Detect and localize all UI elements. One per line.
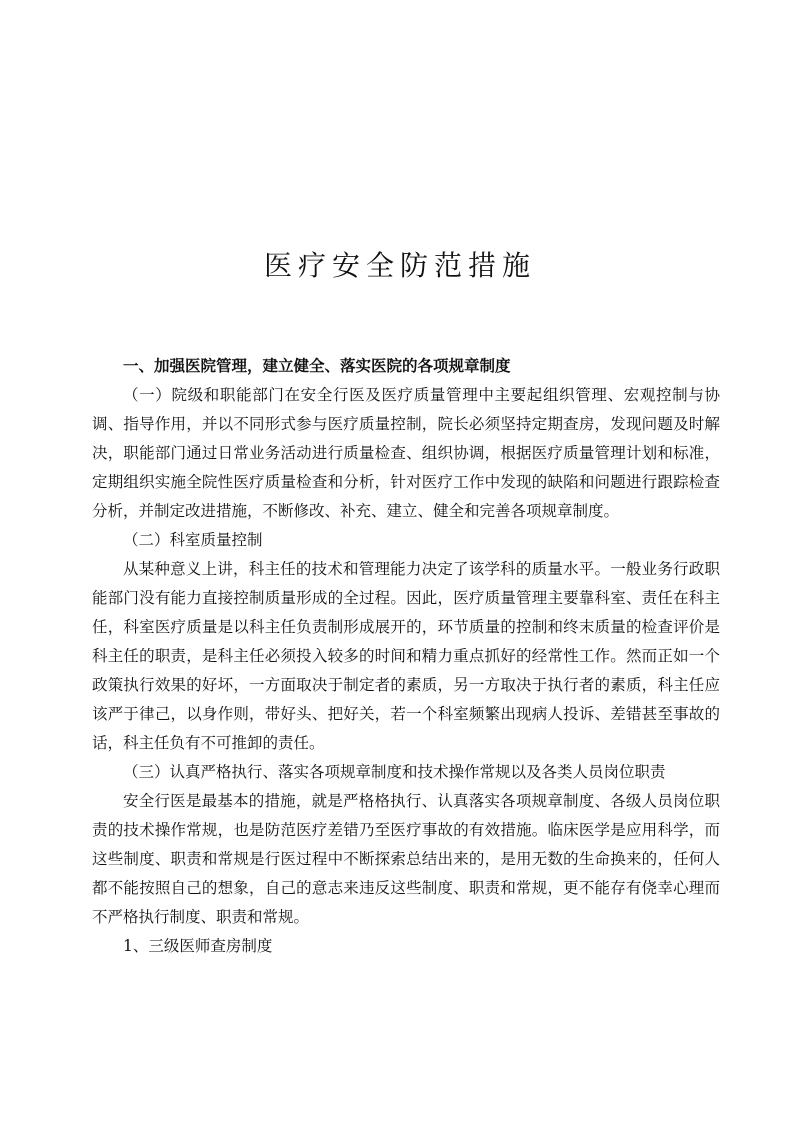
section-heading: 一、加强医院管理，建立健全、落实医院的各项规章制度 — [123, 357, 511, 375]
subheading-department-quality: （二）科室质量控制 — [123, 531, 263, 549]
paragraph-regulations: 安全行医是最基本的措施，就是严格格执行、认真落实各项规章制度、各级人员岗位职责的技术操作常规，也是防范医疗差错乃至医疗事故的有效措施。临床医学是应用科学，而这些制度、职责和常规是行医过程中不断探索总结出来的，是用无数的生命换来的，任何人都不能按照自己的想象，自己的意志来违反这些制度、职责和常规，更不能存有侥幸心理而不严格执行制度、职责和常规。 — [92, 792, 720, 926]
document-title: 医疗安全防范措施 — [263, 249, 536, 282]
paragraph-department-quality: 从某种意义上讲，科主任的技术和管理能力决定了该学科的质量水平。一般业务行政职能部门没有能力直接控制质量形成的全过程。因此，医疗质量管理主要靠科室、责任在科主任，科室医疗质量是以科主任负责制形成展开的，环节质量的控制和终末质量的检查评价是科主任的职责，是科主任必须投入较多的时间和精力重点抓好的经常性工作。然而正如一个政策执行效果的好坏，一方面取决于制定者的素质，另一方取决于执行者的素质，科主任应该严于律己，以身作则，带好头、把好关，若一个科室频繁出现病人投诉、差错甚至事故的话，科主任负有不可推卸的责任。 — [92, 560, 720, 752]
list-item-ward-round: 1、三级医师查房制度 — [123, 937, 273, 955]
paragraph-hospital-management: （一）院级和职能部门在安全行医及医疗质量管理中主要起组织管理、宏观控制与协调、指导作用，并以不同形式参与医疗质量控制，院长必须坚持定期查房，发现问题及时解决，职能部门通过日常业务活动进行质量检查、组织协调，根据医疗质量管理计划和标准，定期组织实施全院性医疗质量检查和分析，针对医疗工作中发现的缺陷和问题进行跟踪检查分析，并制定改进措施，不断修改、补充、建立、健全和完善各项规章制度。 — [92, 386, 720, 520]
document-body — [92, 352, 720, 961]
subheading-regulations: （三）认真严格执行、落实各项规章制度和技术操作常规以及各类人员岗位职责 — [123, 763, 666, 781]
